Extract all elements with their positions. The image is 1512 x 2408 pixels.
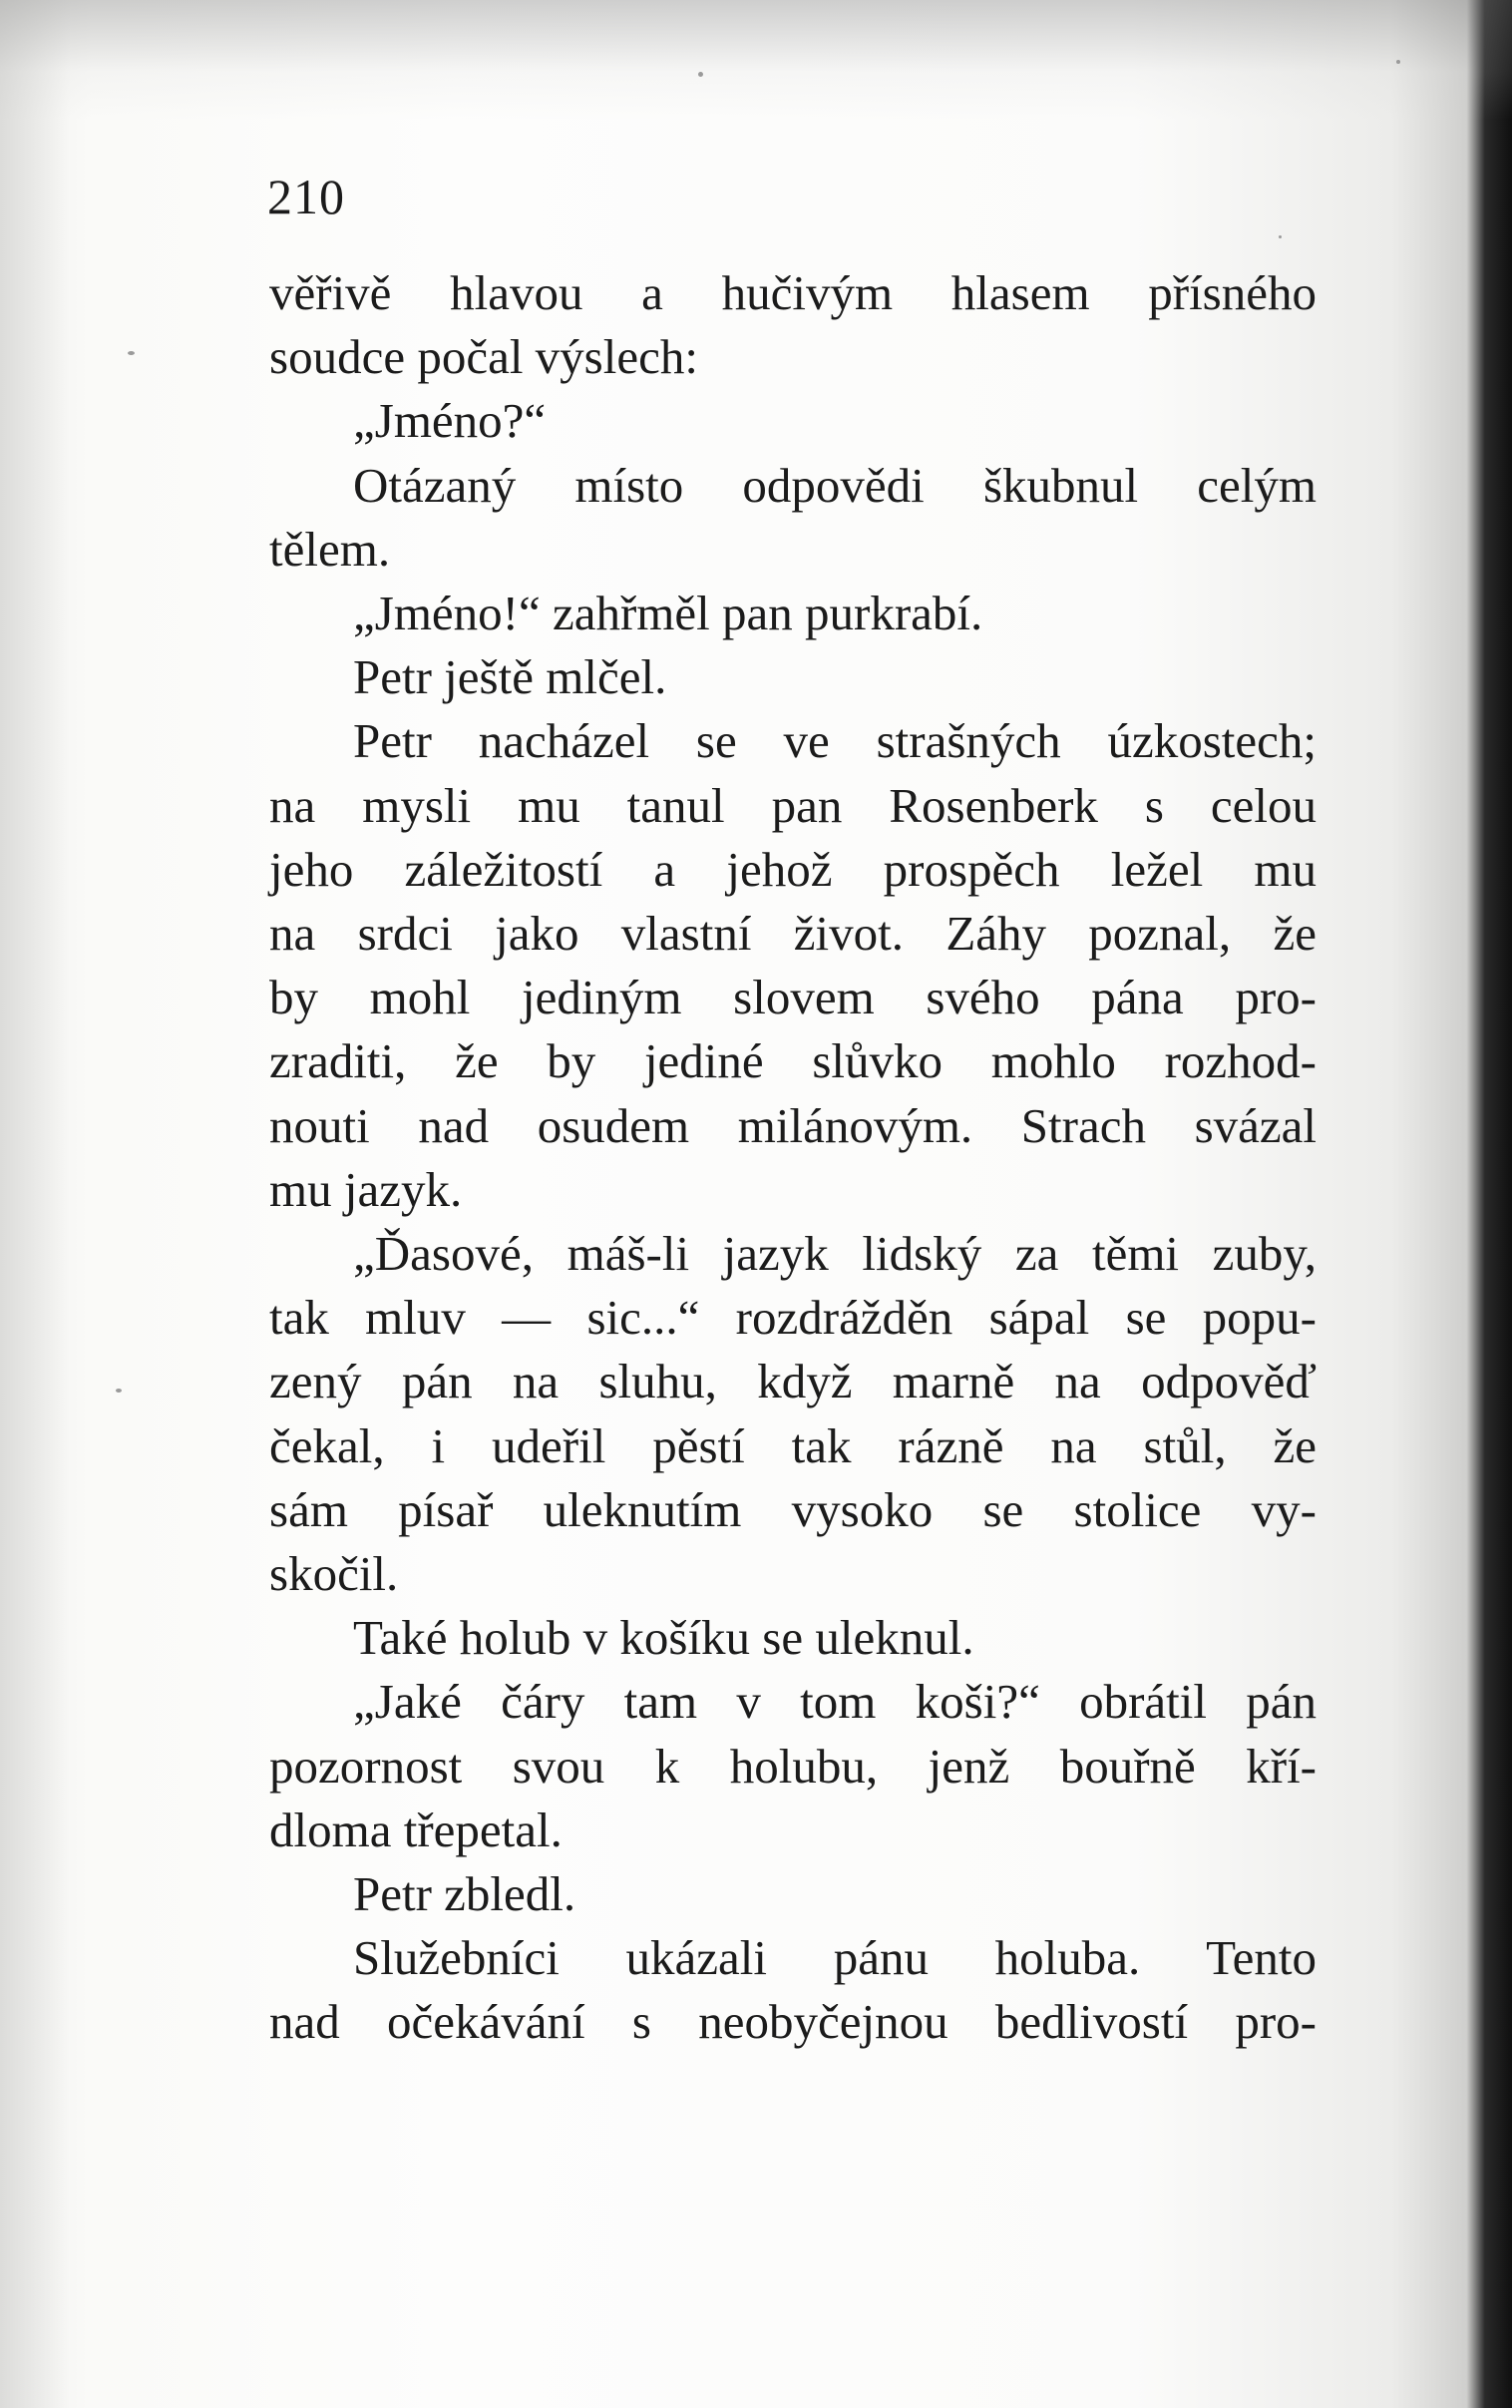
text-line: jeho záležitostí a jehož prospěch ležel mu <box>269 841 1317 897</box>
text-line: Petr nacházel se ve strašných úzkostech; <box>353 713 1317 769</box>
page-top-shadow <box>0 0 1512 120</box>
text-line: skočil. <box>269 1546 399 1602</box>
text-line: „Jaké čáry tam v tom koši?“ obrátil pán <box>353 1674 1317 1730</box>
text-line: nad očekávání s neobyčejnou bedlivostí pro- <box>269 1994 1317 2050</box>
text-line: soudce počal výslech: <box>269 329 698 385</box>
text-line: na srdci jako vlastní život. Záhy poznal, že <box>269 906 1317 962</box>
text-line: „Jméno!“ zahřměl pan purkrabí. <box>353 586 983 641</box>
text-line: Také holub v košíku se uleknul. <box>353 1610 974 1666</box>
text-line: zraditi, že by jediné slůvko mohlo rozhod- <box>269 1033 1317 1089</box>
text-line: tak mluv — sic...“ rozdrážděn sápal se popu- <box>269 1290 1317 1346</box>
text-line: nouti nad osudem milánovým. Strach svázal <box>269 1097 1317 1153</box>
text-line: „Ďasové, máš-li jazyk lidský za těmi zuby, <box>353 1226 1317 1282</box>
text-line: pozornost svou k holubu, jenž bouřně kří- <box>269 1738 1317 1794</box>
text-line: Petr ještě mlčel. <box>353 649 667 705</box>
page-left-shadow <box>0 0 70 2408</box>
text-line: Otázaný místo odpovědi škubnul celým <box>353 457 1317 513</box>
text-line: Petr zbledl. <box>353 1866 576 1922</box>
text-line: na mysli mu tanul pan Rosenberk s celou <box>269 777 1317 833</box>
text-line: tělem. <box>269 521 391 577</box>
text-line: by mohl jediným slovem svého pána pro- <box>269 970 1317 1025</box>
page-body-text <box>269 261 1317 2055</box>
paper-speck <box>116 1389 122 1393</box>
text-line: čekal, i udeřil pěstí tak rázně na stůl, že <box>269 1417 1317 1473</box>
page-number: 210 <box>267 169 345 224</box>
paper-speck <box>128 351 135 355</box>
paper-speck <box>1279 235 1282 238</box>
paper-speck <box>698 72 703 77</box>
text-line: zený pán na sluhu, když marně na odpověď <box>269 1354 1317 1409</box>
text-line: věřivě hlavou a hučivým hlasem přísného <box>269 265 1317 320</box>
paper-speck <box>1396 60 1400 64</box>
text-line: sám písař uleknutím vysoko se stolice vy- <box>269 1481 1317 1537</box>
text-line: dloma třepetal. <box>269 1802 563 1857</box>
text-line: Služebníci ukázali pánu holuba. Tento <box>353 1930 1317 1986</box>
text-line: mu jazyk. <box>269 1161 463 1217</box>
text-line: „Jméno?“ <box>353 393 547 449</box>
